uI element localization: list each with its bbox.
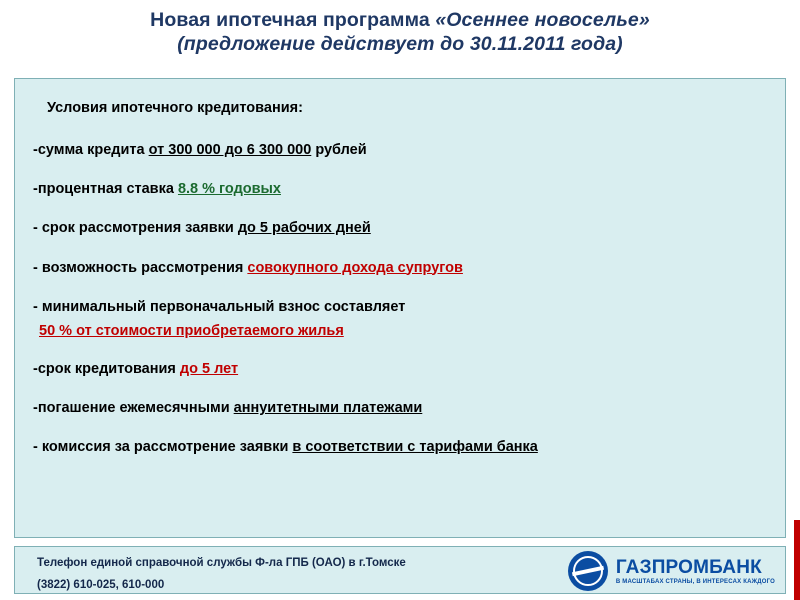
footer-contact	[37, 553, 406, 597]
item-highlight: до 5 рабочих дней	[237, 220, 371, 237]
item-prefix: - минимальный первоначальный взнос составляет	[33, 298, 406, 315]
title-line-2: (предложение действует до 30.11.2011 года)	[177, 33, 623, 56]
item-prefix: - возможность рассмотрения	[33, 259, 248, 276]
item-prefix: - срок рассмотрения заявки	[33, 220, 238, 237]
footer-bar	[14, 546, 786, 594]
list-item	[33, 298, 767, 316]
item-prefix: -процентная ставка	[33, 181, 178, 198]
footer-line-2: (3822) 610-025, 610-000	[37, 578, 165, 591]
item-highlight: до 5 лет	[179, 360, 239, 377]
page-title	[40, 8, 760, 57]
logo-name: ГАЗПРОМБАНК	[615, 556, 762, 578]
list-item	[33, 180, 767, 198]
list-item-second-line	[39, 323, 767, 339]
list-item	[33, 219, 767, 237]
title-text-italic: «Осеннее новоселье»	[435, 9, 650, 31]
gazprombank-logo	[568, 551, 775, 591]
list-item	[33, 360, 767, 378]
item-prefix: -сумма кредита	[33, 142, 149, 159]
logo-text-block	[616, 558, 775, 585]
red-edge-strip	[794, 520, 800, 600]
conditions-content	[15, 79, 785, 487]
title-text-plain: Новая ипотечная программа	[150, 9, 436, 31]
list-item	[33, 438, 767, 456]
item-highlight: 8.8 % годовых	[177, 181, 281, 198]
item-highlight: совокупного дохода супругов	[247, 259, 463, 276]
title-line-1	[40, 8, 760, 32]
conditions-panel	[14, 78, 786, 538]
list-item	[33, 259, 767, 277]
conditions-heading: Условия ипотечного кредитования:	[47, 100, 303, 116]
item-highlight: в соответствии с тарифами банка	[292, 439, 538, 455]
footer-line-1: Телефон единой справочной службы Ф-ла ГПБ (ОАО) в г.Томске	[37, 557, 406, 569]
item-highlight: от 300 000 до 6 300 000	[148, 142, 312, 159]
item-highlight: аннуитетными платежами	[233, 399, 423, 416]
item-prefix: -погашение ежемесячными	[33, 399, 234, 416]
gazprombank-logo-icon	[568, 551, 608, 591]
item-prefix: -срок кредитования	[33, 360, 180, 377]
list-item	[33, 399, 767, 417]
item-highlight: 50 % от стоимости приобретаемого жилья	[39, 322, 344, 339]
item-prefix: - комиссия за рассмотрение заявки	[33, 439, 293, 455]
item-suffix: рублей	[311, 142, 367, 159]
list-item	[33, 141, 767, 159]
logo-tagline: В МАСШТАБАХ СТРАНЫ, В ИНТЕРЕСАХ КАЖДОГО	[615, 578, 775, 585]
